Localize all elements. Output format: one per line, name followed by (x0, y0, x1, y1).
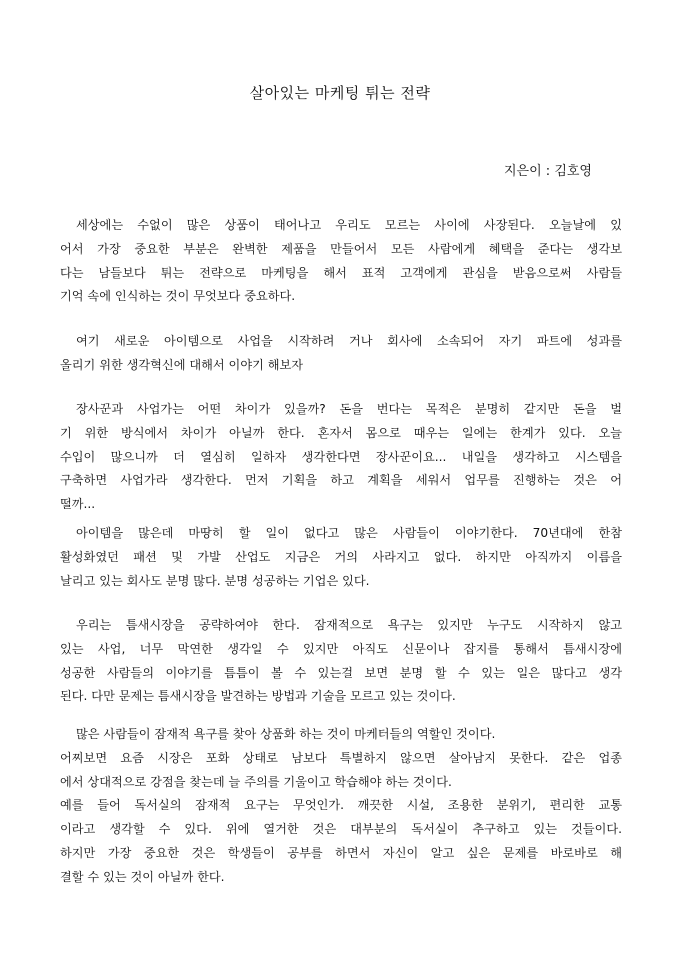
paragraph-6 (60, 723, 622, 890)
paragraph-line: 어찌보면 요즘 시장은 포화 상태로 남보다 특별하지 않으면 살아남지 못한다. 같은 업종 (60, 750, 622, 765)
paragraph-line: 떨까... (60, 497, 96, 512)
paragraph-line: 활성화였던 패션 및 가발 산업도 지금은 거의 사라지고 없다. 하지만 아직까지 이름을 (60, 549, 622, 564)
paragraph-line: 에서 상대적으로 강점을 찾는데 늘 주의를 기울이고 학습해야 하는 것이다. (60, 774, 452, 789)
paragraph-line: 장사꾼과 사업가는 어떤 차이가 있을까? 돈을 번다는 목적은 분명히 같지만 돈을 벌 (76, 402, 622, 416)
paragraph-2 (60, 330, 622, 378)
document-title: 살아있는 마케팅 튀는 전략 (249, 84, 431, 102)
paragraph-line: 기 위한 방식에서 차이가 아닐까 한다. 혼자서 몸으로 때우는 일에는 한계가 있다. 오늘 (60, 425, 622, 440)
paragraph-line: 많은 사람들이 잠재적 욕구를 찾아 상품화 하는 것이 마케터들의 역할인 것이다. (76, 727, 496, 741)
paragraph-3 (60, 398, 622, 517)
author-line: 지은이 : 김호영 (504, 164, 592, 179)
paragraph-1 (60, 214, 622, 309)
paragraph-line: 아이템을 많은데 마땅히 할 일이 없다고 많은 사람들이 이야기한다. 70년대에 한참 (76, 526, 622, 540)
paragraph-5 (60, 614, 622, 709)
paragraph-line: 어서 가장 중요한 부분은 완벽한 제품을 만들어서 모든 사람에게 혜택을 준다는 생각보 (60, 241, 622, 256)
paragraph-line: 구축하면 사업가라 생각한다. 먼저 기획을 하고 계획을 세워서 업무를 진행하는 것은 어 (60, 473, 622, 488)
paragraph-line: 여기 새로운 아이템으로 사업을 시작하려 거나 회사에 소속되어 자기 파트에 성과를 (76, 334, 622, 348)
paragraph-line: 날리고 있는 회사도 분명 많다. 분명 성공하는 기업은 있다. (60, 573, 370, 588)
paragraph-4 (60, 522, 622, 593)
paragraph-line: 된다. 다만 문제는 틈새시장을 발견하는 방법과 기술을 모르고 있는 것이다. (60, 689, 456, 704)
paragraph-line: 성공한 사람들의 이야기를 틈틈이 볼 수 있는걸 보면 분명 할 수 있는 일은 많다고 생각 (60, 665, 622, 680)
paragraph-line: 결할 수 있는 것이 아닐까 한다. (60, 869, 225, 884)
paragraph-line: 세상에는 수없이 많은 상품이 태어나고 우리도 모르는 사이에 사장된다. 오늘날에 있 (76, 218, 622, 232)
paragraph-line: 있는 사업, 너무 막연한 생각일 수 있지만 아직도 신문이나 잡지를 통해서 틈새시장에 (60, 641, 622, 656)
paragraph-line: 수입이 많으니까 더 열심히 일하자 생각한다면 장사꾼이요... 내일을 생각하고 시스템을 (60, 449, 622, 464)
paragraph-line: 이라고 생각할 수 있다. 위에 열거한 것은 대부분의 독서실이 추구하고 있는 것들이다. (60, 822, 622, 837)
paragraph-line: 올리기 위한 생각혁신에 대해서 이야기 해보자 (60, 357, 304, 372)
paragraph-line: 다는 남들보다 튀는 전략으로 마케팅을 해서 표적 고객에게 관심을 받음으로써 사람들 (60, 265, 622, 280)
paragraph-line: 예를 들어 독서실의 잠재적 요구는 무엇인가. 깨끗한 시설, 조용한 분위기, 편리한 교통 (60, 798, 622, 813)
paragraph-line: 하지만 가장 중요한 것은 학생들이 공부를 하면서 자신이 알고 싶은 문제를 바로바로 해 (60, 845, 622, 860)
paragraph-line: 기억 속에 인식하는 것이 무엇보다 중요하다. (60, 289, 296, 304)
paragraph-line: 우리는 틈새시장을 공략하여야 한다. 잠재적으로 욕구는 있지만 누구도 시작하지 않고 (76, 618, 622, 632)
